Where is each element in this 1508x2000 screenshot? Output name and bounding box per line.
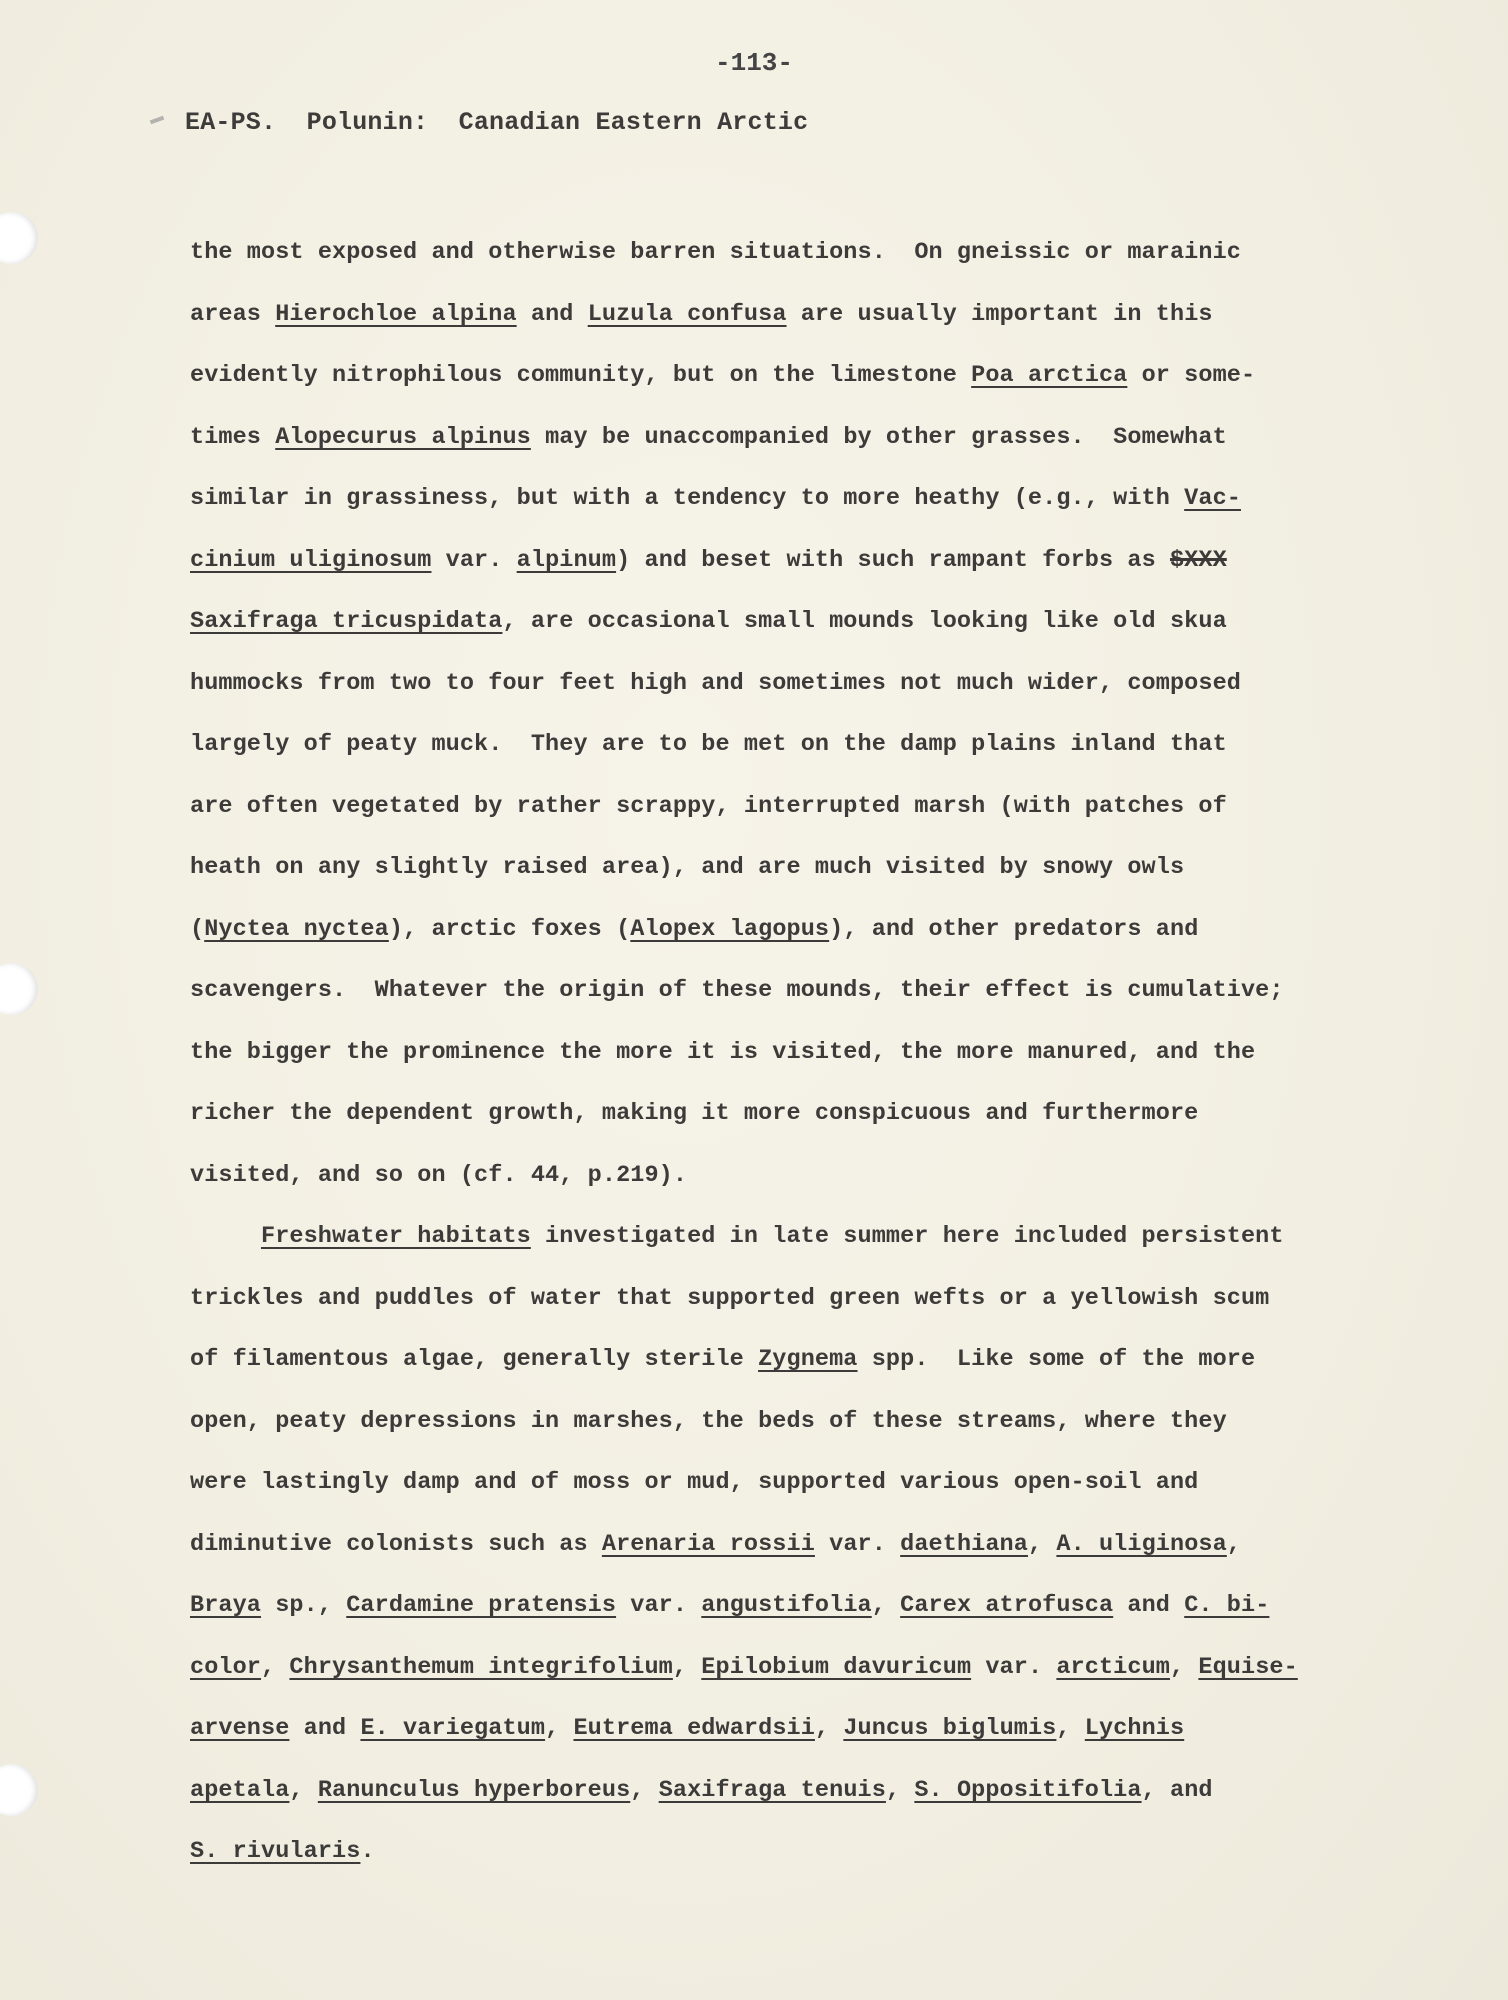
text-line	[190, 1452, 1370, 1514]
taxon-name: Arenaria rossii	[601, 1530, 815, 1558]
running-header: EA-PS. Polunin: Canadian Eastern Arctic	[185, 108, 809, 137]
text-run: ,	[261, 1653, 290, 1681]
text-run: ,	[630, 1776, 659, 1804]
text-run: var.	[971, 1653, 1057, 1681]
text-run: (	[190, 915, 205, 943]
taxon-name: S. Oppositifolia	[914, 1776, 1142, 1804]
text-run: var.	[814, 1530, 901, 1558]
text-run: spp. Like some of the more	[857, 1346, 1256, 1373]
taxon-name: Carex atrofusca	[900, 1592, 1114, 1619]
text-run: ), arctic foxes (	[388, 915, 631, 943]
text-run: ,	[871, 1592, 901, 1619]
text-line	[190, 1698, 1370, 1760]
text-run: and	[516, 300, 588, 328]
taxon-name: color	[190, 1653, 262, 1681]
taxon-name: apetala	[190, 1776, 290, 1804]
taxon-name: Braya	[190, 1592, 262, 1619]
text-run: largely of peaty muck. They are to be met on the damp plains inland that	[190, 731, 1227, 758]
taxon-name: Vac-	[1184, 485, 1241, 512]
taxon-name: arcticum	[1056, 1653, 1170, 1681]
text-line	[190, 468, 1370, 530]
page-number: -113-	[714, 48, 793, 78]
text-line	[190, 899, 1370, 961]
taxon-name: Poa arctica	[971, 362, 1128, 389]
taxon-name: arvense	[190, 1715, 290, 1742]
text-run: of filamentous algae, generally sterile	[190, 1346, 759, 1373]
taxon-name: Hierochloe alpina	[275, 300, 517, 328]
text-run: .	[360, 1838, 375, 1865]
taxon-name: Eutrema edwardsii	[573, 1715, 815, 1742]
text-run: ,	[1027, 1530, 1057, 1558]
text-run: scavengers. Whatever the origin of these mounds, their effect is cumulative;	[190, 977, 1284, 1004]
taxon-name: Luzula confusa	[587, 300, 787, 328]
taxon-name: angustifolia	[701, 1592, 872, 1619]
struck-text: $XXX	[1169, 546, 1227, 574]
taxon-name: Zygnema	[758, 1346, 858, 1373]
text-run: sp.,	[261, 1592, 347, 1619]
text-line	[190, 653, 1370, 715]
text-line	[190, 1821, 1370, 1883]
text-run: diminutive colonists such as	[190, 1530, 602, 1558]
text-line	[190, 837, 1370, 899]
text-line	[190, 1514, 1370, 1576]
taxon-name: C. bi-	[1184, 1592, 1270, 1619]
taxon-name: Alopex lagopus	[630, 915, 830, 943]
taxon-name: Equise-	[1198, 1653, 1298, 1681]
punch-hole	[0, 1764, 38, 1816]
taxon-name: Freshwater habitats	[261, 1223, 531, 1250]
text-run: ,	[289, 1776, 318, 1804]
taxon-name: Chrysanthemum integrifolium	[289, 1653, 673, 1681]
text-run: ) and beset with such rampant forbs as	[616, 546, 1170, 574]
text-run: ,	[545, 1715, 574, 1742]
taxon-name: Cardamine pratensis	[346, 1592, 617, 1619]
text-run: ,	[1056, 1715, 1085, 1742]
text-run: and	[1113, 1592, 1185, 1619]
taxon-name: daethiana	[900, 1530, 1028, 1558]
text-run: the most exposed and otherwise barren situations. On gneissic or marainic	[190, 239, 1241, 266]
taxon-name: Ranunculus hyperboreus	[317, 1776, 631, 1804]
text-line	[190, 1391, 1370, 1453]
text-run: or some-	[1127, 362, 1256, 389]
text-line	[190, 1022, 1370, 1084]
taxon-name: E. variegatum	[360, 1715, 546, 1742]
taxon-name: cinium uliginosum	[190, 546, 432, 574]
text-run: heath on any slightly raised area), and are much visited by snowy owls	[190, 854, 1185, 881]
text-line	[190, 1329, 1370, 1391]
text-run: visited, and so on (cf. 44, p.219).	[190, 1161, 688, 1189]
text-run: hummocks from two to four feet high and sometimes not much wider, composed	[190, 669, 1241, 697]
text-line	[190, 222, 1370, 284]
text-line	[190, 1637, 1370, 1699]
text-run: areas	[190, 300, 276, 328]
text-run: var.	[616, 1592, 702, 1619]
text-line	[190, 1268, 1370, 1330]
text-run: ,	[814, 1715, 844, 1742]
text-line	[190, 1145, 1370, 1207]
taxon-name: Nyctea nyctea	[204, 915, 389, 943]
taxon-name: Saxifraga tricuspidata	[190, 608, 503, 635]
text-line	[190, 345, 1370, 407]
text-run: richer the dependent growth, making it more conspicuous and furthermore	[190, 1100, 1199, 1127]
text-run: evidently nitrophilous community, but on the limestone	[190, 362, 972, 389]
taxon-name: S. rivularis	[190, 1838, 361, 1865]
text-run: were lastingly damp and of moss or mud, supported various open-soil and	[190, 1469, 1199, 1496]
text-run: ,	[885, 1776, 915, 1804]
text-run: the bigger the prominence the more it is visited, the more manured, and the	[190, 1038, 1256, 1066]
taxon-name: Epilobium davuricum	[701, 1653, 972, 1681]
text-run: , and	[1141, 1776, 1213, 1804]
punch-hole	[0, 963, 38, 1015]
text-line	[190, 776, 1370, 838]
body-text	[190, 222, 1370, 1883]
taxon-name: Alopecurus alpinus	[275, 423, 531, 451]
taxon-name: Saxifraga tenuis	[658, 1776, 886, 1804]
text-run: ,	[1169, 1653, 1199, 1681]
text-run: may be unaccompanied by other grasses. Somewhat	[530, 423, 1227, 451]
taxon-name: A. uliginosa	[1056, 1530, 1227, 1558]
text-run: trickles and puddles of water that supported green wefts or a yellowish scum	[190, 1284, 1270, 1312]
text-line	[190, 1206, 1370, 1268]
text-run: ,	[672, 1653, 702, 1681]
text-run: are usually important in this	[786, 300, 1213, 328]
text-line	[190, 530, 1370, 592]
text-line	[190, 960, 1370, 1022]
margin-mark	[150, 116, 165, 125]
text-run: , are occasional small mounds looking like old skua	[502, 608, 1227, 635]
text-run: ), and other predators and	[829, 915, 1199, 943]
text-run: var.	[431, 546, 517, 574]
text-line	[190, 1575, 1370, 1637]
taxon-name: alpinum	[516, 546, 617, 574]
text-run: and	[289, 1715, 361, 1742]
punch-hole	[0, 212, 38, 264]
text-line	[190, 1083, 1370, 1145]
text-run: are often vegetated by rather scrappy, interrupted marsh (with patches of	[190, 792, 1227, 820]
text-line	[190, 714, 1370, 776]
text-run: times	[190, 423, 276, 451]
text-run: similar in grassiness, but with a tendency to more heathy (e.g., with	[190, 485, 1185, 512]
text-line	[190, 407, 1370, 469]
text-run: open, peaty depressions in marshes, the beds of these streams, where they	[190, 1407, 1227, 1435]
text-line	[190, 1760, 1370, 1822]
taxon-name: Juncus biglumis	[843, 1715, 1057, 1742]
taxon-name: Lychnis	[1084, 1715, 1185, 1742]
text-run: investigated in late summer here included persistent	[530, 1223, 1284, 1250]
text-line	[190, 591, 1370, 653]
text-run: ,	[1226, 1530, 1242, 1558]
text-line	[190, 284, 1370, 346]
